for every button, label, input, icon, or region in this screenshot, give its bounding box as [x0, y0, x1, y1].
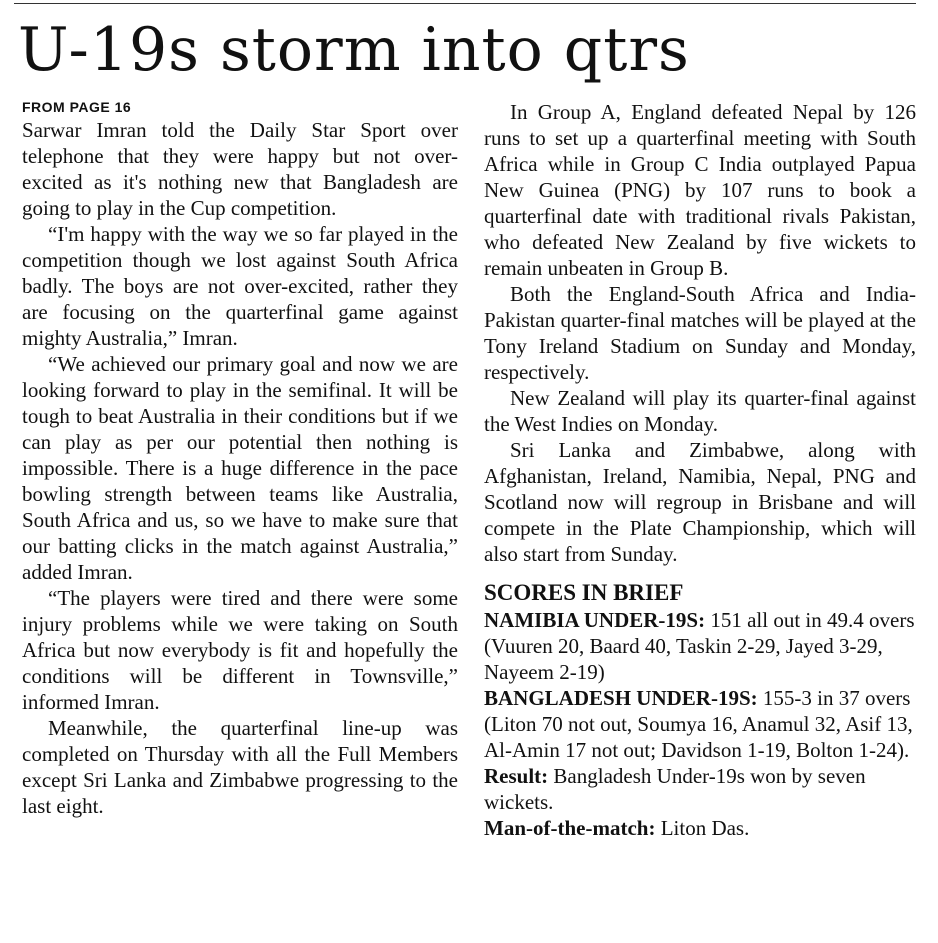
left-column	[22, 97, 458, 819]
score-label: BANGLADESH UNDER-19S:	[484, 686, 758, 710]
score-text: 151 all out in 49.4 overs (Vuuren 20, Baard 40, Taskin 2-29, Jayed 3-29, Nayeem 2-19)	[484, 608, 915, 684]
paragraph: “The players were tired and there were some injury problems while we were taking on South Africa but now everybody is fit and hopefully the conditions will be different in Townsville,” informed Imran.	[22, 586, 458, 714]
score-text: 155-3 in 37 overs (Liton 70 not out, Soumya 16, Anamul 32, Asif 13, Al-Amin 17 not out; Davidson 1-19, Bolton 1-24).	[484, 686, 913, 762]
top-rule	[14, 3, 916, 4]
headline: U-19s storm into qtrs	[18, 15, 690, 85]
score-text: Bangladesh Under-19s won by seven wickets.	[484, 764, 866, 814]
score-label: Man-of-the-match:	[484, 816, 656, 840]
right-column	[484, 99, 916, 841]
paragraph: Sarwar Imran told the Daily Star Sport over telephone that they were happy but not over-excited as it's nothing new that Bangladesh are going to play in the Cup competition.	[22, 118, 458, 220]
score-text: Liton Das.	[655, 816, 750, 840]
kicker: FROM PAGE 16	[22, 99, 132, 115]
score-entry	[484, 685, 916, 763]
score-label: NAMIBIA UNDER-19S:	[484, 608, 706, 632]
paragraph: “We achieved our primary goal and now we are looking forward to play in the semifinal. It will be tough to beat Australia in their conditions but if we can play as per our potential then nothing is impossible. There is a huge difference in the pace bowling strength between teams like Australia, South Africa and us, so we have to make sure that our batting clicks in the match against Australia,” added Imran.	[22, 352, 458, 584]
score-entry	[484, 607, 916, 685]
score-entry	[484, 763, 916, 815]
score-label: Result:	[484, 764, 549, 788]
paragraph: New Zealand will play its quarter-final against the West Indies on Monday.	[484, 386, 916, 436]
paragraph: Both the England-South Africa and India-Pakistan quarter-final matches will be played at the Tony Ireland Stadium on Sunday and Monday, respectively.	[484, 282, 916, 384]
paragraph: Meanwhile, the quarterfinal line-up was completed on Thursday with all the Full Members except Sri Lanka and Zimbabwe progressing to the last eight.	[22, 716, 458, 818]
paragraph: Sri Lanka and Zimbabwe, along with Afghanistan, Ireland, Namibia, Nepal, PNG and Scotland now will regroup in Brisbane and will compete in the Plate Championship, which will also start from Sunday.	[484, 438, 916, 566]
paragraph: In Group A, England defeated Nepal by 126 runs to set up a quarterfinal meeting with South Africa while in Group C India outplayed Papua New Guinea (PNG) by 107 runs to book a quarterfinal date with traditional rivals Pakistan, who defeated New Zealand by five wickets to remain unbeaten in Group B.	[484, 100, 916, 280]
paragraph: “I'm happy with the way we so far played in the competition though we lost against South Africa badly. The boys are not over-excited, rather they are focusing on the quarterfinal game against mighty Australia,” Imran.	[22, 222, 458, 350]
scores-heading: SCORES IN BRIEF	[484, 580, 684, 605]
score-entry	[484, 815, 916, 841]
scores-in-brief	[484, 607, 916, 841]
